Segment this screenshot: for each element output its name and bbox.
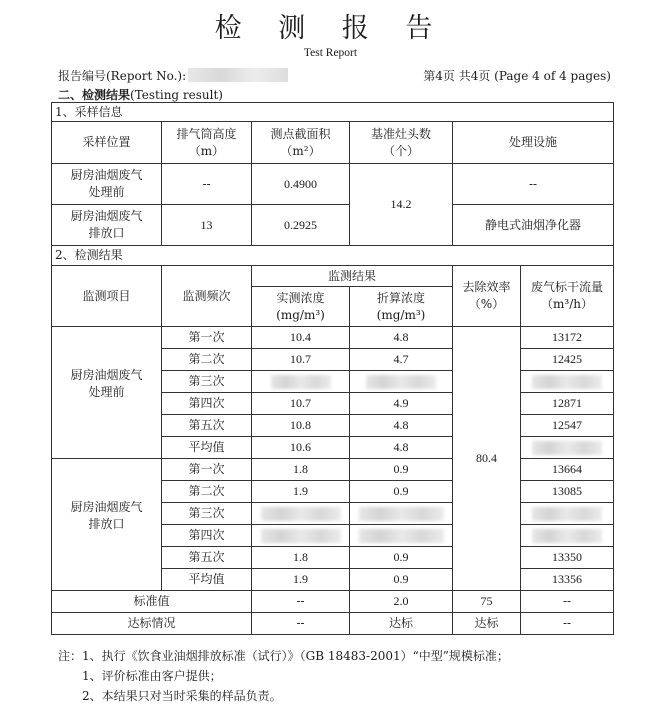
redacted-report-number — [188, 68, 288, 82]
group-outlet-name: 厨房油烟废气 排放口 — [52, 459, 162, 591]
report-subtitle: Test Report — [303, 47, 358, 59]
converted-cell: 0.9 — [350, 459, 453, 481]
redacted-cell — [521, 503, 614, 525]
flow-cell: 13664 — [521, 459, 614, 481]
standard-flow: -- — [521, 591, 614, 613]
freq-cell: 第三次 — [162, 503, 252, 525]
compliance-converted: 达标 — [350, 613, 453, 635]
measured-cell: 1.8 — [252, 459, 350, 481]
redacted-cell — [350, 525, 453, 547]
flow-cell: 12547 — [521, 415, 614, 437]
page-info: 第4页 共4页 (Page 4 of 4 pages) — [423, 69, 611, 83]
report-number — [58, 67, 288, 84]
freq-cell: 第一次 — [162, 327, 252, 349]
converted-cell: 4.8 — [350, 415, 453, 437]
freq-cell: 第五次 — [162, 415, 252, 437]
height-before: -- — [162, 164, 252, 205]
freq-cell: 第五次 — [162, 547, 252, 569]
redacted-cell — [521, 525, 614, 547]
measured-cell: 10.4 — [252, 327, 350, 349]
flow-cell: 13356 — [521, 569, 614, 591]
note-line-3: 2、本结果只对当时采集的样品负责。 — [82, 689, 282, 703]
col-removal: 去除效率 （%） — [453, 266, 521, 327]
redacted-cell — [252, 371, 350, 393]
results-heading: 2、检测结果 — [52, 246, 614, 266]
group-before-name: 厨房油烟废气 处理前 — [52, 327, 162, 459]
area-outlet: 0.2925 — [252, 205, 350, 246]
col-flow: 废气标干流量 （m³/h） — [521, 266, 614, 327]
note-line-2: 1、评价标准由客户提供； — [82, 669, 222, 683]
converted-cell: 4.8 — [350, 437, 453, 459]
sampling-row-outlet — [52, 205, 614, 246]
table-row — [52, 459, 614, 481]
col-item: 监测项目 — [52, 266, 162, 327]
location-outlet: 厨房油烟废气 排放口 — [52, 205, 162, 246]
measured-cell: 10.7 — [252, 349, 350, 371]
sampling-header-row — [52, 122, 614, 164]
compliance-flow: -- — [521, 613, 614, 635]
converted-cell: 4.9 — [350, 393, 453, 415]
freq-cell: 第二次 — [162, 481, 252, 503]
flow-cell: 12871 — [521, 393, 614, 415]
compliance-measured: -- — [252, 613, 350, 635]
results-table — [51, 102, 614, 635]
redacted-cell — [521, 371, 614, 393]
standard-label: 标准值 — [52, 591, 252, 613]
measured-cell: 10.6 — [252, 437, 350, 459]
freq-cell: 第三次 — [162, 371, 252, 393]
removal-efficiency: 80.4 — [453, 327, 521, 591]
col-converted: 折算浓度 (mg/m³) — [350, 287, 453, 327]
freq-cell: 第一次 — [162, 459, 252, 481]
freq-cell: 平均值 — [162, 569, 252, 591]
facility-outlet: 静电式油烟净化器 — [453, 205, 614, 246]
freq-cell: 第二次 — [162, 349, 252, 371]
facility-before: -- — [453, 164, 614, 205]
compliance-row — [52, 613, 614, 635]
location-before: 厨房油烟废气 处理前 — [52, 164, 162, 205]
freq-cell: 第四次 — [162, 393, 252, 415]
redacted-cell — [350, 503, 453, 525]
converted-cell: 0.9 — [350, 569, 453, 591]
area-before: 0.4900 — [252, 164, 350, 205]
converted-cell: 4.7 — [350, 349, 453, 371]
table-row — [52, 327, 614, 349]
results-heading-row — [52, 246, 614, 266]
converted-cell: 0.9 — [350, 481, 453, 503]
compliance-removal: 达标 — [453, 613, 521, 635]
section-title — [58, 86, 223, 103]
stove-count: 14.2 — [350, 164, 453, 246]
sampling-row-before — [52, 164, 614, 205]
report-title: 检 测 报 告 — [214, 13, 447, 44]
freq-cell: 平均值 — [162, 437, 252, 459]
col-frequency: 监测频次 — [162, 266, 252, 327]
flow-cell: 12425 — [521, 349, 614, 371]
sampling-heading: 1、采样信息 — [52, 103, 614, 122]
flow-cell: 13172 — [521, 327, 614, 349]
col-measured: 实测浓度 (mg/m³) — [252, 287, 350, 327]
note-line-1: 注：1、执行《饮食业油烟排放标准（试行）》（GB 18483-2001）“中型”规模标准； — [58, 649, 509, 663]
standard-converted: 2.0 — [350, 591, 453, 613]
redacted-cell — [252, 525, 350, 547]
standard-removal: 75 — [453, 591, 521, 613]
flow-cell: 13085 — [521, 481, 614, 503]
col-location: 采样位置 — [52, 122, 162, 164]
col-area: 测点截面积 （m²） — [252, 122, 350, 164]
freq-cell: 第四次 — [162, 525, 252, 547]
flow-cell: 13350 — [521, 547, 614, 569]
standard-measured: -- — [252, 591, 350, 613]
standard-row — [52, 591, 614, 613]
redacted-cell — [252, 503, 350, 525]
converted-cell: 4.8 — [350, 327, 453, 349]
col-height: 排气筒高度 （m） — [162, 122, 252, 164]
col-facility: 处理设施 — [453, 122, 614, 164]
section-title-cn: 二、检测结果 — [58, 88, 131, 102]
col-monitor-results: 监测结果 — [252, 266, 453, 287]
measured-cell: 10.7 — [252, 393, 350, 415]
redacted-cell — [350, 371, 453, 393]
measured-cell: 1.9 — [252, 481, 350, 503]
converted-cell: 0.9 — [350, 547, 453, 569]
sampling-heading-row — [52, 103, 614, 122]
col-stoves: 基准灶头数 （个） — [350, 122, 453, 164]
results-header-row-1 — [52, 266, 614, 287]
measured-cell: 1.9 — [252, 569, 350, 591]
height-outlet: 13 — [162, 205, 252, 246]
redacted-cell — [521, 437, 614, 459]
section-title-en: (Testing result) — [130, 88, 223, 102]
measured-cell: 1.8 — [252, 547, 350, 569]
notes — [58, 646, 509, 706]
measured-cell: 10.8 — [252, 415, 350, 437]
report-number-label: 报告编号(Report No.): — [58, 69, 187, 83]
compliance-label: 达标情况 — [52, 613, 252, 635]
